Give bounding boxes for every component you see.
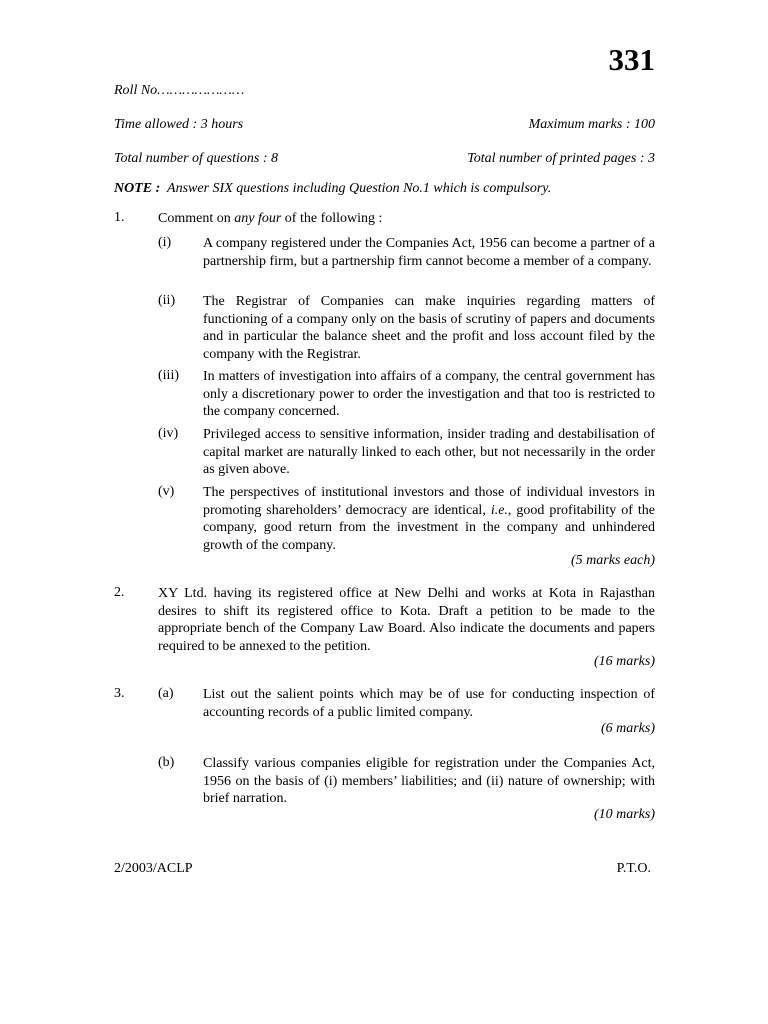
q1-item-text: [203, 484, 655, 554]
time-marks-row: [114, 117, 655, 133]
question-2-text: XY Ltd. having its registered office at New Delhi and works at Kota in Rajasthan desires to shift its registered office to Kota. Draft a petition to be made to the appropriate bench of the Company Law Board. Also indicate the documents and papers required to be annexed to the petition.: [158, 586, 655, 654]
q1-intro-text: Comment on: [158, 211, 235, 226]
question-2-marks: (16 marks): [593, 654, 655, 669]
paper-code: 331: [608, 42, 655, 77]
time-allowed: Time allowed : 3 hours: [114, 117, 244, 132]
total-questions: Total number of questions : 8: [114, 151, 278, 166]
question-3-number: 3.: [114, 686, 125, 701]
roll-number-line: Roll No…………………: [114, 83, 245, 98]
q1-item-label: (i): [158, 235, 172, 250]
q1-item-label: (ii): [158, 293, 176, 308]
note-label: NOTE :: [114, 181, 161, 196]
q3-part-a-text: List out the salient points which may be of use for conducting inspection of accounting records of a public limited company.: [203, 687, 655, 720]
question-2-number: 2.: [114, 585, 125, 600]
q3-part-b-label: (b): [158, 755, 175, 770]
note-text: Answer SIX questions including Question No.1 which is compulsory.: [167, 181, 552, 196]
q1-item-label: (iii): [158, 368, 179, 383]
q1-item-text: Privileged access to sensitive information, insider trading and destabilisation of capital market are naturally linked to each other, but not necessarily in the order as given above.: [203, 427, 655, 477]
q1-intro-emphasis: any four: [234, 211, 282, 226]
q1-item-label: (iv): [158, 426, 179, 441]
q1-item-v-text: The perspectives of institutional investors and those of individual investors in promoting shareholders’ democracy are identical,: [203, 485, 655, 518]
q1-item-text: In matters of investigation into affairs of a company, the central government has only a discretionary power to order the investigation and that too is restricted to the company concerned.: [203, 369, 655, 419]
question-1-intro: [158, 210, 655, 228]
q3-part-b-text: Classify various companies eligible for registration under the Companies Act, 1956 on the basis of (i) members’ liabilities; and (ii) nature of ownership; with brief narration.: [203, 756, 655, 806]
maximum-marks: Maximum marks : 100: [528, 117, 655, 132]
questions-pages-row: [114, 151, 655, 167]
q3-part-a-label: (a): [158, 686, 174, 701]
q1-item-label: (v): [158, 484, 175, 499]
q3-part-a-marks: (6 marks): [600, 721, 655, 736]
q3-part-b-marks: (10 marks): [593, 807, 655, 822]
question-1-marks: (5 marks each): [571, 553, 655, 568]
footer-pto: P.T.O.: [616, 861, 651, 876]
note: [114, 181, 551, 197]
total-pages: Total number of printed pages : 3: [467, 151, 655, 166]
q1-item-text: A company registered under the Companies Act, 1956 can become a partner of a partnership firm, but a partnership firm cannot become a member of a company.: [203, 236, 655, 269]
q1-item-text: The Registrar of Companies can make inquiries regarding matters of functioning of a company only on the basis of scrutiny of papers and documents and in particular the balance sheet and the profit and loss account filed by the company with the Registrar.: [203, 294, 655, 362]
question-1-number: 1.: [114, 210, 125, 225]
footer-paper-code: 2/2003/ACLP: [114, 861, 193, 876]
q1-item-v-text-end: , good profitability of the company, good return from the investment in the company and unhindered growth of the company.: [203, 502, 655, 553]
q1-item-v-emphasis: i.e.: [490, 502, 508, 518]
q1-intro-text-end: of the following :: [281, 211, 383, 226]
